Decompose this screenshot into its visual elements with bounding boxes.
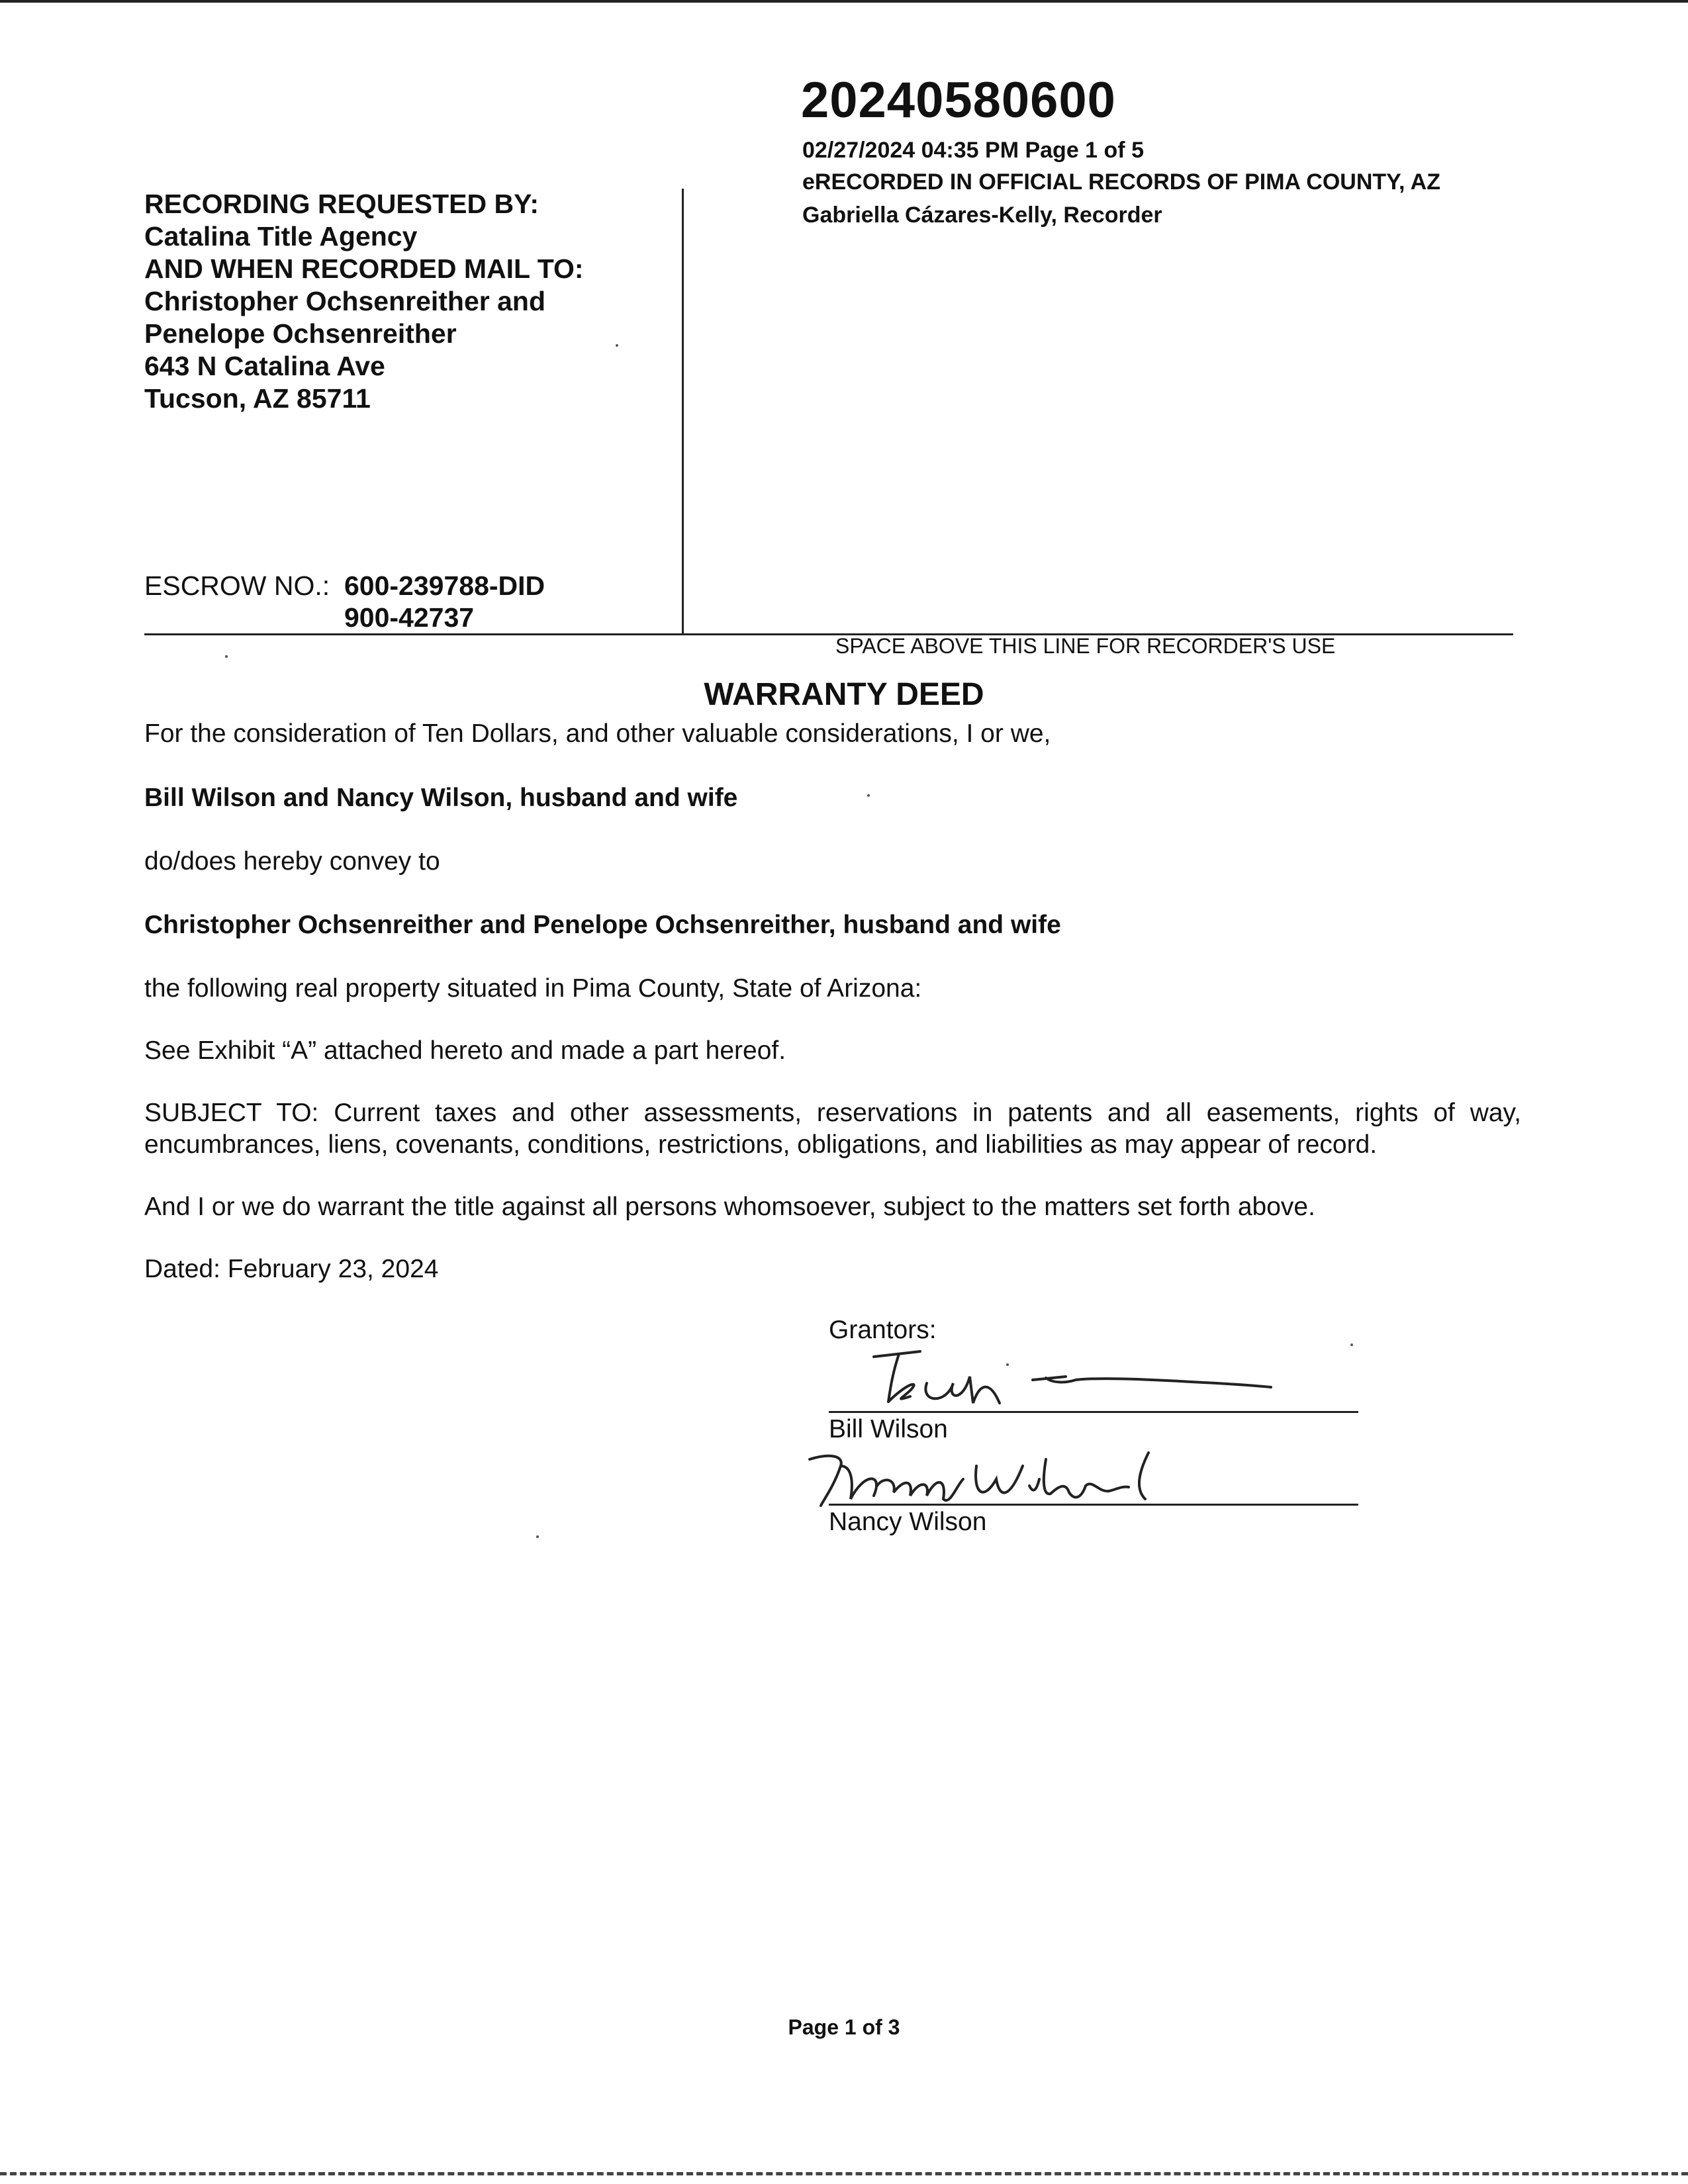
warranty-text: And I or we do warrant the title against all persons whomsoever, subject to the matters set forth above.	[144, 1193, 1315, 1221]
property-text: the following real property situated in Pima County, State of Arizona:	[144, 974, 922, 1003]
address-line1: 643 N Catalina Ave	[144, 351, 385, 381]
signature-line-1	[829, 1411, 1358, 1413]
grantors-names: Bill Wilson and Nancy Wilson, husband and wife	[144, 784, 738, 812]
scan-speck	[225, 655, 228, 658]
signature-nancy-wilson	[804, 1439, 1215, 1512]
document-number: 20240580600	[801, 72, 1116, 128]
mailing-block	[144, 188, 584, 415]
deed-title: WARRANTY DEED	[704, 677, 984, 712]
vertical-divider	[682, 189, 684, 633]
signature-bill-wilson	[847, 1343, 1284, 1416]
top-edge-line	[0, 0, 1688, 3]
mail-to-label: AND WHEN RECORDED MAIL TO:	[144, 253, 584, 284]
recording-date-line: 02/27/2024 04:35 PM Page 1 of 5	[802, 138, 1144, 163]
requested-by-label: RECORDING REQUESTED BY:	[144, 189, 539, 219]
recorder-use-note: SPACE ABOVE THIS LINE FOR RECORDER'S USE	[835, 634, 1336, 658]
grantees-names: Christopher Ochsenreither and Penelope Ochsenreither, husband and wife	[144, 911, 1061, 939]
dated-text: Dated: February 23, 2024	[144, 1255, 439, 1283]
scan-speck	[616, 344, 618, 347]
exhibit-text: See Exhibit “A” attached hereto and made a part hereof.	[144, 1036, 786, 1065]
signer-2-name: Nancy Wilson	[829, 1508, 987, 1536]
mail-to-line1: Christopher Ochsenreither and	[144, 286, 546, 316]
scan-speck	[1350, 1343, 1353, 1346]
subject-to-text: SUBJECT TO: Current taxes and other assessments, reservations in patents and all easements, rights of way, encumbrances, liens, covenants, conditions, restrictions, obligations, and liabilities as may appear of record.	[144, 1099, 1521, 1159]
page-footer: Page 1 of 3	[788, 2015, 900, 2039]
mail-to-line2: Penelope Ochsenreither	[144, 318, 457, 349]
signature-line-2	[829, 1504, 1358, 1506]
escrow-label: ESCROW NO.:	[144, 570, 330, 601]
grantors-label: Grantors:	[829, 1316, 937, 1344]
address-line2: Tucson, AZ 85711	[144, 383, 371, 414]
recorder-name-line: Gabriella Cázares-Kelly, Recorder	[802, 203, 1162, 228]
scan-speck	[1006, 1363, 1009, 1366]
consideration-text: For the consideration of Ten Dollars, and other valuable considerations, I or we,	[144, 719, 1051, 748]
escrow-number-1: 600-239788-DID	[344, 570, 545, 601]
requested-by: Catalina Title Agency	[144, 221, 418, 251]
recording-office-line: eRECORDED IN OFFICIAL RECORDS OF PIMA COUNTY, AZ	[802, 169, 1441, 195]
signer-1-name: Bill Wilson	[829, 1415, 948, 1443]
convey-text: do/does hereby convey to	[144, 847, 440, 876]
scan-speck	[536, 1535, 539, 1538]
scan-speck	[867, 794, 870, 797]
escrow-number-2: 900-42737	[344, 602, 475, 633]
bottom-edge-line	[0, 2172, 1688, 2175]
